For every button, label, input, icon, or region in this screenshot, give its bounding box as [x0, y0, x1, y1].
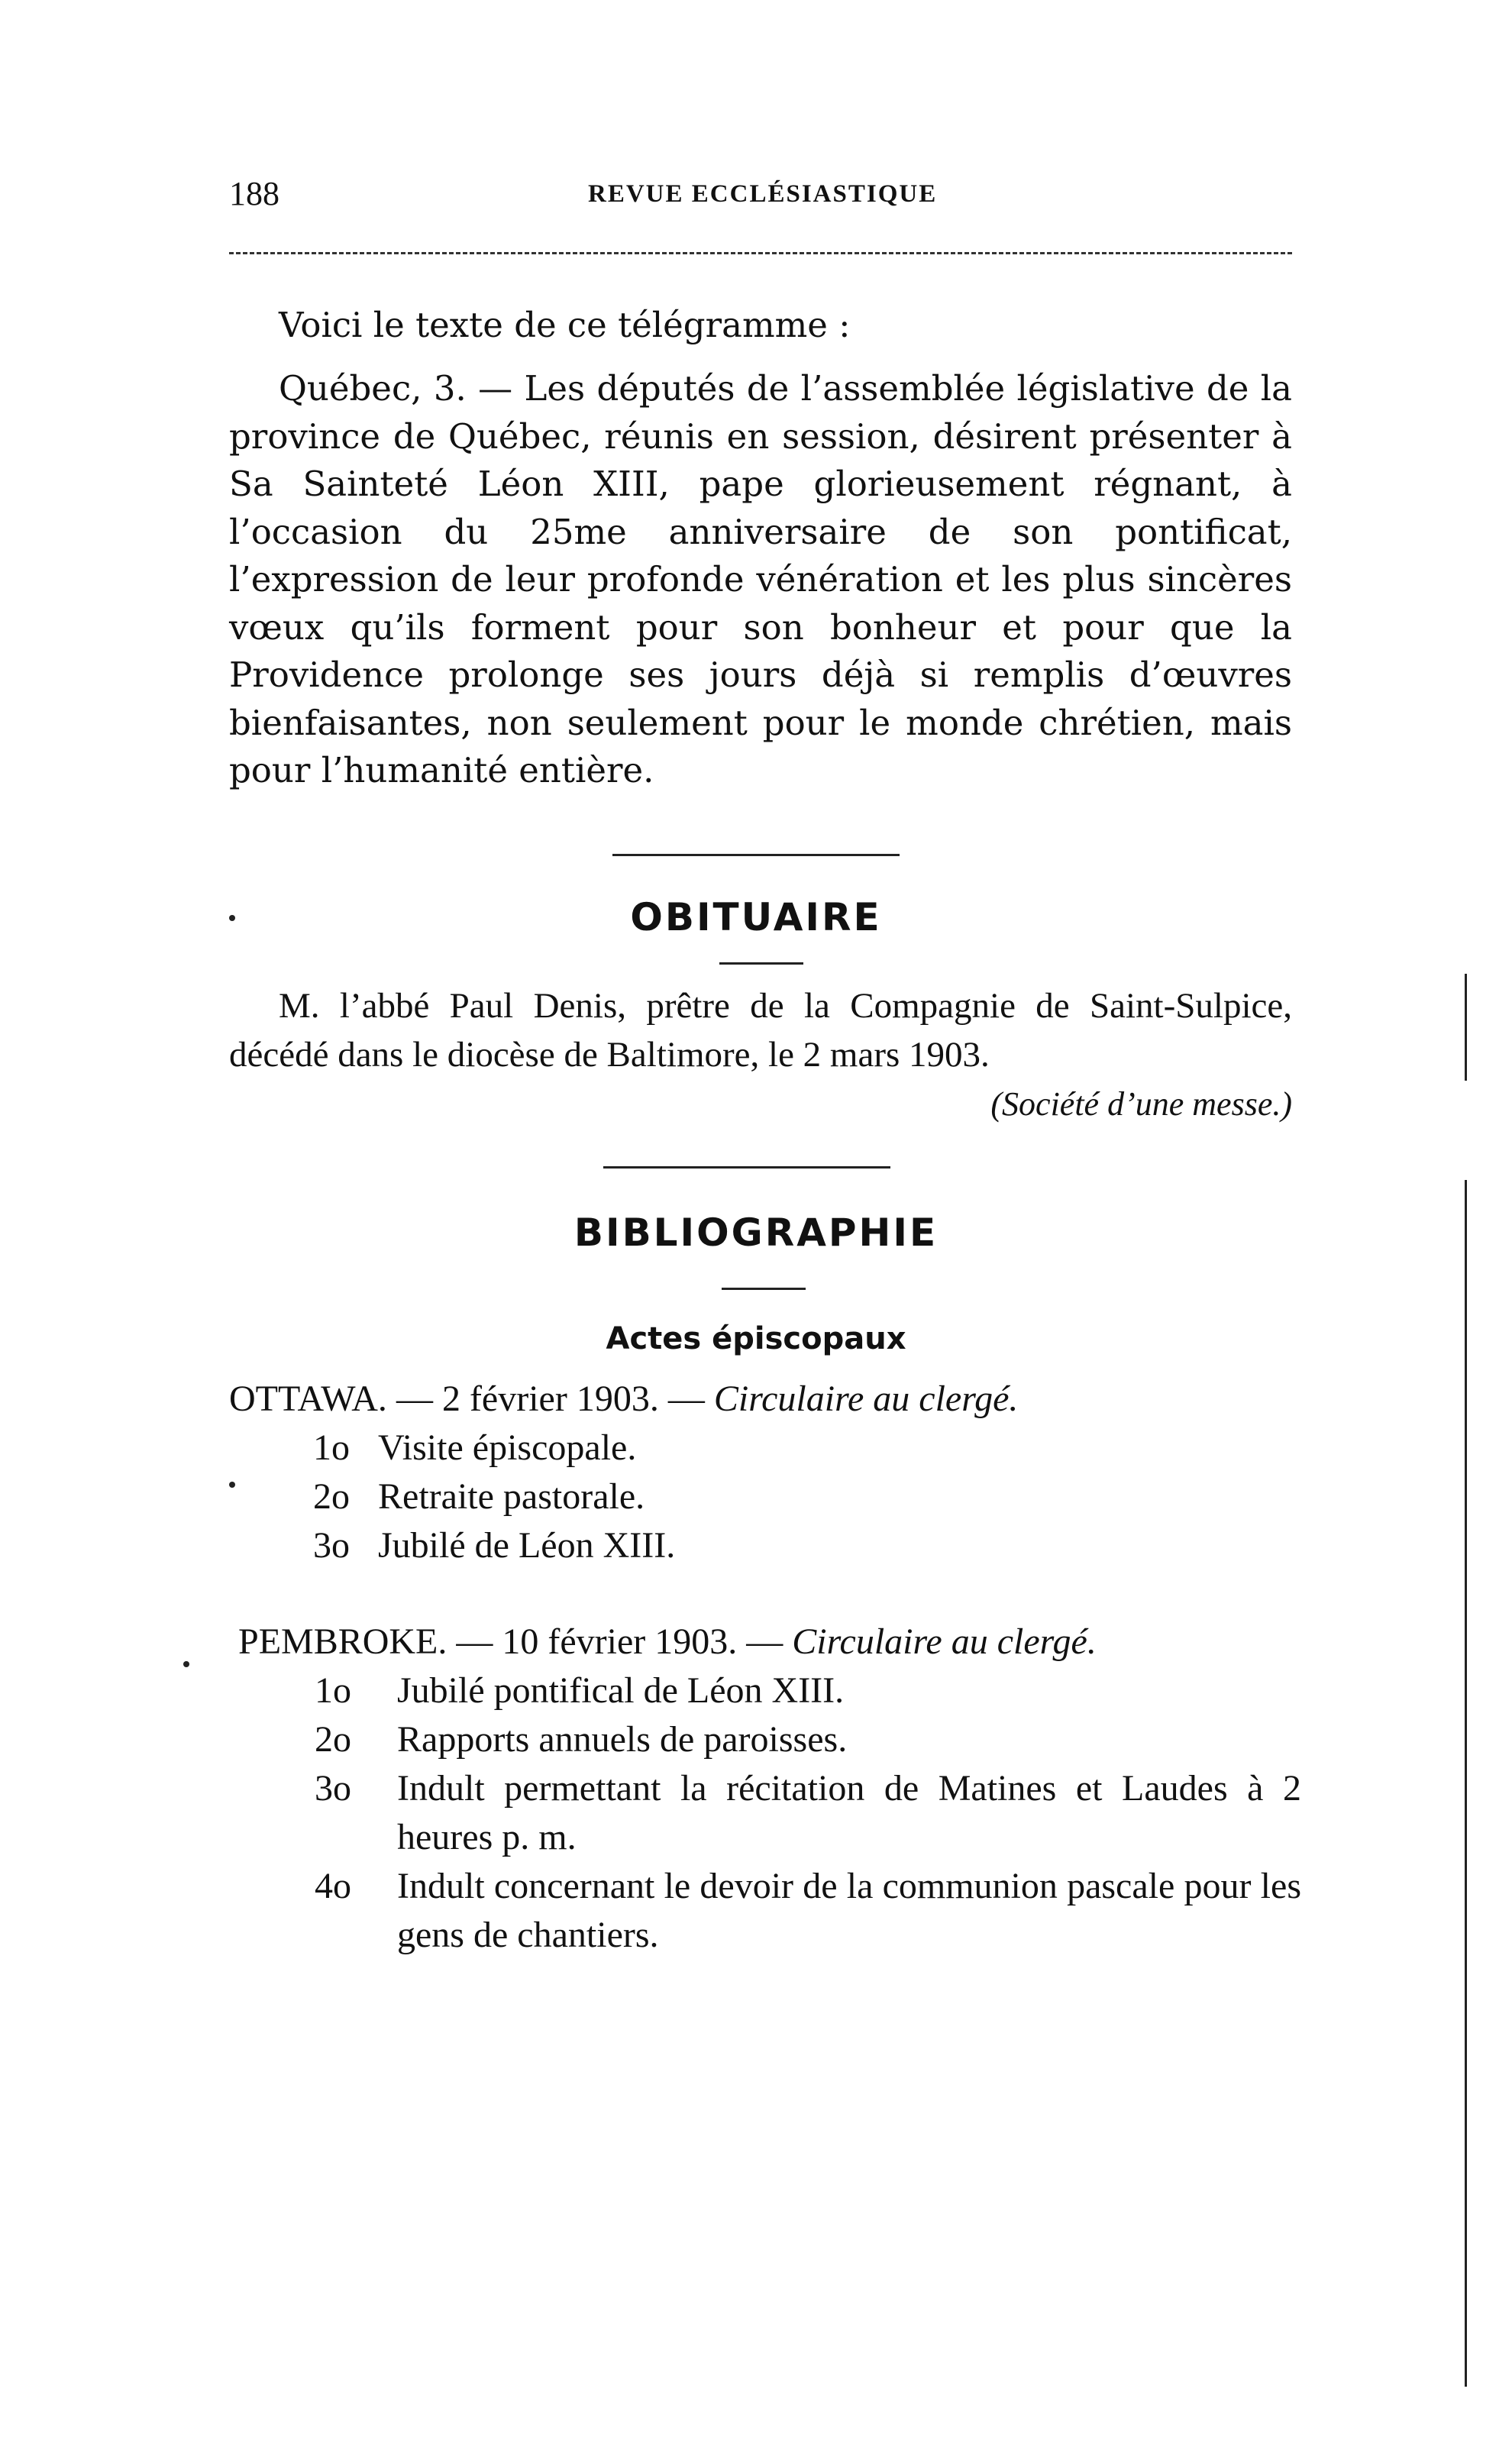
- item-text: Indult permettant la récitation de Matines et Laudes à 2 heures p. m.: [397, 1768, 1301, 1857]
- item-number: 1o: [315, 1670, 351, 1711]
- heading-underline: [719, 962, 803, 965]
- obituaire-heading: OBITUAIRE: [630, 895, 882, 939]
- list-item: [229, 1424, 1292, 1472]
- telegram-paragraph: Québec, 3. — Les députés de l’assemblée législative de la province de Québec, réunis en session, désirent présenter à Sa Sainteté Léon XIII, pape glorieusement régnant, à l’occasion du 25me anniversaire de son pontificat, l’expression de leur profonde vénération et les plus sincères vœux qu’ils forment pour son bonheur et pour que la Providence prolonge ses jours déjà si remplis d’œuvres bienfaisantes, non seulement pour le monde chrétien, mais pour l’humanité entière.: [229, 368, 1292, 790]
- section-divider: [612, 854, 900, 856]
- list-item: [238, 1666, 1301, 1715]
- item-text: Retraite pastorale.: [378, 1476, 645, 1517]
- list-item: [238, 1862, 1301, 1960]
- item-number: 3o: [315, 1768, 351, 1809]
- page-edge-mark: [1465, 1180, 1467, 2387]
- print-speck: [229, 1482, 235, 1488]
- entry-place: PEMBROKE.: [238, 1621, 447, 1662]
- item-text: Visite épiscopale.: [378, 1427, 637, 1468]
- page-number: 188: [229, 175, 279, 212]
- item-number: 3o: [313, 1525, 350, 1566]
- entry-document: Circulaire au clergé.: [792, 1621, 1097, 1662]
- heading-underline: [722, 1288, 806, 1290]
- section-divider: [603, 1166, 890, 1169]
- entry-date: — 2 février 1903. —: [396, 1379, 705, 1419]
- list-item: [238, 1715, 1301, 1764]
- actes-episcopaux-subheading: Actes épiscopaux: [606, 1321, 906, 1356]
- entry-items: [238, 1666, 1301, 1960]
- obituaire-entry: M. l’abbé Paul Denis, prêtre de la Compagnie de Saint-Sulpice, décédé dans le diocèse de Baltimore, le 2 mars 1903.: [229, 986, 1292, 1075]
- list-item: [238, 1764, 1301, 1862]
- item-number: 1o: [313, 1427, 350, 1468]
- list-item: [229, 1521, 1292, 1570]
- header-rule: [229, 252, 1292, 254]
- item-text: Indult concernant le devoir de la communion pascale pour les gens de chantiers.: [397, 1866, 1301, 1955]
- print-speck: [183, 1661, 189, 1667]
- item-number: 2o: [313, 1476, 350, 1517]
- bibliographie-heading: BIBLIOGRAPHIE: [573, 1211, 939, 1255]
- item-text: Rapports annuels de paroisses.: [397, 1719, 848, 1760]
- page-edge-mark: [1465, 974, 1467, 1081]
- item-text: Jubilé de Léon XIII.: [378, 1525, 676, 1566]
- entry-place: OTTAWA.: [229, 1379, 387, 1419]
- item-number: 2o: [315, 1719, 351, 1760]
- bibliography-entry-ottawa: [229, 1375, 1292, 1570]
- intro-paragraph: Voici le texte de ce télégramme :: [279, 305, 851, 345]
- running-head: REVUE ECCLÉSIASTIQUE: [588, 180, 938, 208]
- obituaire-note: (Société d’une messe.): [990, 1085, 1292, 1123]
- entry-date: — 10 février 1903. —: [456, 1621, 783, 1662]
- item-text: Jubilé pontifical de Léon XIII.: [397, 1670, 845, 1711]
- bibliography-entry-pembroke: [238, 1618, 1301, 1960]
- item-number: 4o: [315, 1866, 351, 1906]
- entry-heading: [229, 1375, 1292, 1424]
- entry-document: Circulaire au clergé.: [713, 1379, 1019, 1419]
- print-speck: [229, 915, 235, 921]
- list-item: [229, 1472, 1292, 1521]
- page-header: [229, 174, 1275, 220]
- entry-heading: [238, 1618, 1301, 1666]
- entry-items: [229, 1424, 1292, 1570]
